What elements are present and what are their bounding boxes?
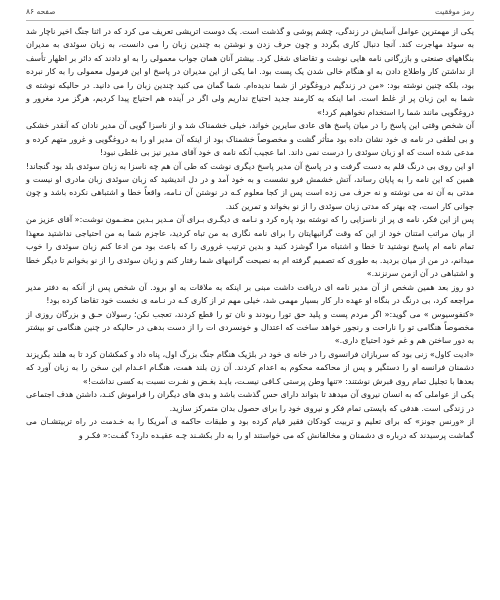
paragraph: یکی از مهمترین عوامل آسایش در زندگی، چشم پوشی و گذشت است. یک دوست اتریشی تعریف می کرد که در اثنا جنگ اخیر ناچار شد به سوئد مهاجرت کند. آنجا دنبال کاری بگردد و چون حرف زدن و نوشتن به چندین زبان را می دانست، به زبان سوئدی به مدیران بنگاههای صنعتی و بازرگانی نامه هایی نوشت و تقاضای شغل کرد. بیشتر آنان همان جواب معمولی را به او دادند که دائر بر اظهار تأسف از نداشتن کار واطلاع دادن به او هنگام خالی شدن یک پست بود. اما یکی از این مدیران در پاسخ او این فرمول معمولی را به کار نبرده بود، بلکه چنین نوشته بود: «من در زندگیم دروغگوتر از شما ندیده‌ام. شما گمان می کنید چندین زبان را می دانید. در حالیکه نوشته ی شما به این زبان پر از غلط است. اما اینکه به کارمند جدید احتیاج نداریم ولی اگر در آینده هم احتیاج پیدا کردیم، هرگز مرد مغرور و دروغگویی مانند شما را استخدام نخواهیم کرد!» <box>26 27 474 117</box>
paragraph: پس از این فکر، نامه ی پر از ناسزایی را که نوشته بود پاره کرد و نـامه ی دیگـری بـرای آن مـدیر بـدین مضـمون نوشت:« آقای عزیز من از بیان مراتب امتنان خود از این که وقت گرانبهایتان را برای نامه نگاری به من تباه کردید، عاجزم شما به من احتیاجی نداشتید معهذا تمام نامه ام پاسخ نوشتید تا خطا و اشتباه مرا گوشزد کنید و بدین ترتیب غروری را که باعث بود من ادعا کنم زبان سوئدی را خوب میدانم، در من از میان بردید. به طوری که تصمیم گرفته ام به نصیحت گرانبهای شما رفتار کنم و زبان سوئدی را از نو بخوانم تا دیگر خطا و اشتباهی در آن ازمن سرنزند.» <box>26 215 474 279</box>
paragraph: دو روز بعد همین شخص از آن مدیر نامه ای دریافت داشت مبنی بر اینکه به ملاقات به او برود. آن شخص پس از آنکه به دفتر مدیر مراجعه کرد، بی درنگ در بنگاه او عهده دار کار بسیار مهمی شد، خیلی مهم تر از کاری کـه در نـامه ی نخست خود تقاضا کرده بود! <box>26 282 474 306</box>
running-header <box>26 4 474 18</box>
paragraph: «کنفوسیوس » می گوید:« اگر مردم پست و پلید حق تورا ربودند و نان تو را قطع کردند، تعجب نکن؛ رسولان حـق و بزرگان روزی از مخصوصاً هنگامی تو را ناراحت و رنجور خواهد ساخت که اعتدال و خونسردی ات را از دست بدهی در حالیکه در چنین هنگامی تو بیشتر به دور ساختن هم و غم خود احتیاج داری.» <box>26 309 474 346</box>
paragraph: یکی از عواملی که به انسان نیروی آن میدهد تا بتواند دارای حس گذشت باشد و بدی های دیگران را فراموش کنـد، داشتن هدف اجتماعی در زندگی است. هدفی که بایستی تمام فکر و نیروی خود را برای حصول بدان متمرکز سازید. <box>26 390 474 413</box>
book-title: رمز موفقیت <box>434 6 474 16</box>
paragraph: او این روی بی درنگ قلم به دست گرفت و در پاسخ آن مدیر پاسخ دیگری نوشت که طی آن هم چه ناسزا به زبان سوئدی بلد بود گنجاند! همین که این نامه را به پایان رساند، آتش خشمش فرو نشست و به خود آمد و در دل اندیشید که زبان سوئدی زبان مادری او نیست و مدتی به آن نه می نوشته و نه حرف می زده است پس از کجا معلوم کـه در نوشتن آن نـامه، واقعاً خطا و اشتباهی نکرده باشد و چون جوانی کار است، چه بهتر که مدتی زبان سوئدی را از نو بخواند و تمرین کند. <box>26 161 474 211</box>
paragraph: آن شخص وقتی این پاسخ را در میان پاسخ های عادی سایرین خواند، خیلی خشمناک شد و از ناسزا گویی آن مدیر نادان که آنقدر خشکی و بی لطفی در نامه ی خود نشان داده بود متأثر گشت و مخصوصاً خشمناک بود از اینکه آن مدیر او را به دروغگویی و غرور متهم کرده و مدعی شده است که او زبان سوئدی را درست نمی داند. اما عجیب آنکه نامه ی خود آقای مدیر نیز بی غلطی نبود! <box>26 121 474 158</box>
paragraph: «ادیت کاول» زنی بود که سربازان فرانسوی را در خانه ی خود در بلژیک هنگام جنگ بزرگ اول، پناه داد و کمکشان کرد تا به هلند بگریزند دشمنان فرانسه او را دستگیر و پس از محاکمه محکوم به اعدام کردند. آن زن بلند همت، هنگـام اعـدام این سخن را به زبان آورد که بعدها با تجلیل تمام روی قبرش نوشتند: «تنها وطن پرستی کـافی نیسـت، بایـد بغـض و نفـرت نسبت به کسی نداشت!» <box>26 349 474 386</box>
paragraph: از «ورنس جونز» که برای تعلیم و تربیت کودکان فقیر قیام کرده بود و طبقات حاکمه ی آمریکا را به خـدمت در راه تربیتشـان می گماشت پرسیدند که درباره ی دشمنان و مخالفانش که می خواستند او را به دار بکشـند چـه عقیـده دارد؟ گفـت:« فکـر و <box>26 417 474 440</box>
page-body <box>26 25 474 442</box>
page-number-label: صفحه ۸۶ <box>26 6 56 16</box>
header-divider <box>26 20 474 21</box>
